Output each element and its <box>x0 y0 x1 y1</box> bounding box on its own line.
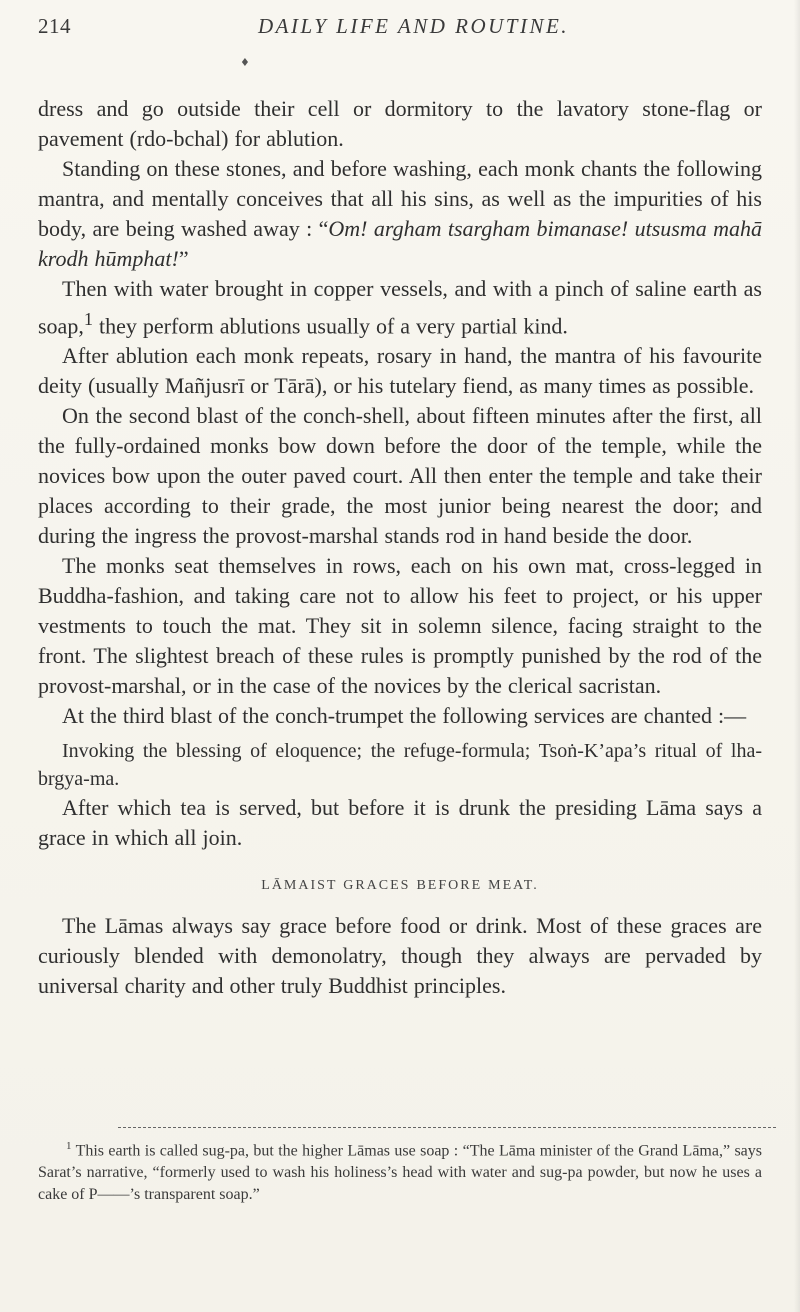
paragraph-5: On the second blast of the conch-shell, about fifteen minutes after the first, all the fully-ordained monks bow down before the door of the temple, while the novices bow upon the outer paved court. All then enter the temple and take their places according to their grade, the most junior being nearest the door; and during the ingress the provost-marshal stands rod in hand beside the door. <box>38 403 762 549</box>
invocation-paragraph: Invoking the blessing of eloquence; the refuge-formula; Tsoṅ-K’apa’s ritual of lha-brgya-ma. <box>38 740 762 791</box>
page-edge-shadow <box>794 0 800 1312</box>
footnote-text: This earth is called sug-pa, but the higher Lāmas use soap : “The Lāma minister of the Grand Lāma,” says Sarat’s narrative, “formerly used to wash his holiness’s head with water and sug-pa powder, but now he uses a cake of P——’s transparent soap.” <box>38 1142 762 1204</box>
paragraph-7: At the third blast of the conch-trumpet the following services are chanted :— <box>62 703 747 729</box>
body-text <box>38 94 762 1001</box>
footnote-marker: 1 <box>66 1140 72 1152</box>
footnote <box>38 1135 762 1206</box>
paragraph-8: After which tea is served, but before it is drunk the presiding Lāma says a grace in which all join. <box>38 795 762 851</box>
paragraph-3 <box>38 274 762 341</box>
section-heading: LĀMAIST GRACES BEFORE MEAT. <box>261 878 539 894</box>
header-ornament-icon: ♦ <box>240 56 250 69</box>
paragraph-2 <box>38 154 762 274</box>
paragraph-2-end: ” <box>178 246 189 271</box>
footnote-reference[interactable]: 1 <box>83 309 93 329</box>
paragraph-6: The monks seat themselves in rows, each on his own mat, cross-legged in Buddha-fashion, and taking care not to allow his feet to project, or his upper vestments to touch the mat. They sit in solemn silence, facing straight to the front. The slightest breach of these rules is promptly punished by the rod of the provost-marshal, or in the case of the novices by the clerical sacristan. <box>38 553 762 699</box>
paragraph-9: The Lāmas always say grace before food or drink. Most of these graces are curiously blended with demonolatry, though they always are pervaded by universal charity and other truly Buddhist principles. <box>38 913 762 999</box>
page-number: 214 <box>38 14 71 38</box>
paragraph-2-start: Standing on these stones, and before washing, each monk chants the following mantra, and mentally conceives that all his sins, as well as the impurities of his body, are being washed away : “ <box>38 156 762 241</box>
paragraph-4: After ablution each monk repeats, rosary in hand, the mantra of his favourite deity (usually Mañjusrī or Tārā), or his tutelary fiend, as many times as possible. <box>38 343 762 399</box>
mantra-text: Om! argham tsargham bimanase! utsusma mahā krodh hūmphat! <box>38 216 762 271</box>
paragraph-3-end: they perform ablutions usually of a very partial kind. <box>93 313 568 339</box>
running-head <box>38 14 758 54</box>
footnote-divider <box>118 1127 776 1128</box>
running-title: DAILY LIFE AND ROUTINE. <box>258 14 570 38</box>
paragraph-3-start: Then with water brought in copper vessels, and with a pinch of saline earth as soap, <box>38 276 762 339</box>
paragraph-1: dress and go outside their cell or dormitory to the lavatory stone-flag or pavement (rdo-bchal) for ablution. <box>38 96 762 151</box>
